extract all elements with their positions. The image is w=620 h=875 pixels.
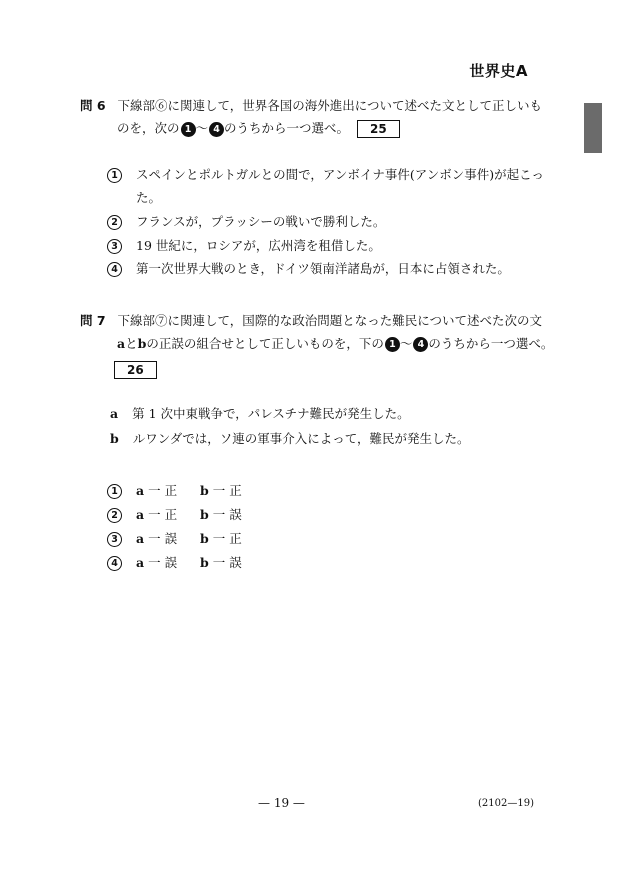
q6-range-end-marker: 4 bbox=[209, 122, 224, 137]
q6-label: 問 6 bbox=[80, 98, 106, 113]
q6-option-4-text: 第一次世界大戦のとき，ドイツ領南洋諸島が，日本に占領された。 bbox=[136, 261, 510, 276]
exam-code: (2102—19) bbox=[478, 798, 534, 809]
q7-text-2-mid: の正誤の組合せとして正しいものを，下の bbox=[146, 336, 384, 351]
q7-option-2-marker: 2 bbox=[107, 508, 122, 523]
q7-option-3-b-label: b bbox=[200, 531, 209, 546]
q7-option-1-a-value: 一 正 bbox=[148, 483, 178, 498]
q6-option-2-text: フランスが，プラッシーの戦いで勝利した。 bbox=[136, 214, 386, 229]
q6-option-1-marker: 1 bbox=[107, 168, 122, 183]
q7-statement-b bbox=[110, 431, 470, 447]
q7-line-2 bbox=[117, 336, 553, 352]
q6-option-3 bbox=[107, 238, 381, 254]
q7-option-3-b-value: 一 正 bbox=[212, 531, 242, 546]
q7-option-3 bbox=[107, 531, 242, 547]
q7-statement-b-label: b bbox=[110, 431, 119, 446]
q7-text-1: 下線部⑦に関連して，国際的な政治問題となった難民について述べた次の文 bbox=[117, 313, 543, 328]
q7-option-1-marker: 1 bbox=[107, 484, 122, 499]
q7-option-3-marker: 3 bbox=[107, 532, 122, 547]
q7-option-2 bbox=[107, 507, 242, 523]
q7-option-1-a-label: a bbox=[136, 483, 145, 498]
q7-option-4-marker: 4 bbox=[107, 556, 122, 571]
q6-option-1-text: スペインとポルトガルとの間で，アンボイナ事件(アンボン事件)が起こっ bbox=[136, 167, 544, 182]
q6-option-1 bbox=[107, 167, 544, 183]
q7-option-3-a-label: a bbox=[136, 531, 145, 546]
q7-option-3-a-value: 一 誤 bbox=[148, 531, 178, 546]
q7-statement-b-ref: b bbox=[137, 336, 147, 351]
q6-text-1: 下線部⑥に関連して，世界各国の海外進出について述べた文として正しいも bbox=[117, 98, 543, 113]
q7-option-4-b-label: b bbox=[200, 555, 209, 570]
q7-answer-box: 26 bbox=[114, 361, 157, 379]
q7-option-1-b-value: 一 正 bbox=[212, 483, 242, 498]
q7-option-1 bbox=[107, 483, 242, 499]
q6-text-2-post: のうちから一つ選べ。 bbox=[224, 120, 350, 136]
q6-text-2-pre: のを，次の bbox=[117, 120, 180, 136]
q7-option-2-b-label: b bbox=[200, 507, 209, 522]
q6-line-1 bbox=[80, 98, 542, 114]
q7-statement-a-label: a bbox=[110, 406, 119, 421]
q6-option-2-marker: 2 bbox=[107, 215, 122, 230]
q7-option-4 bbox=[107, 555, 242, 571]
q7-statement-a bbox=[110, 406, 410, 422]
q6-range-sep: ～ bbox=[195, 120, 209, 136]
q7-statement-b-text: ルワンダでは，ソ連の軍事介入によって，難民が発生した。 bbox=[132, 431, 470, 446]
q6-range-start-marker: 1 bbox=[181, 122, 196, 137]
q6-option-1-continuation: た。 bbox=[136, 190, 162, 205]
q7-range-sep: ～ bbox=[399, 336, 413, 351]
q7-option-4-a-label: a bbox=[136, 555, 145, 570]
q7-range-end-marker: 4 bbox=[413, 337, 428, 352]
q6-answer-box: 25 bbox=[357, 120, 400, 138]
q6-option-4 bbox=[107, 261, 510, 277]
q7-option-2-a-value: 一 正 bbox=[148, 507, 178, 522]
subject-title: 世界史A bbox=[469, 62, 528, 80]
q7-option-2-b-value: 一 誤 bbox=[212, 507, 242, 522]
q7-answer-box-row bbox=[114, 359, 157, 379]
q6-option-4-marker: 4 bbox=[107, 262, 122, 277]
q6-option-2 bbox=[107, 214, 385, 230]
q6-option-3-text: 19 世紀に，ロシアが，広州湾を租借した。 bbox=[136, 238, 381, 253]
q7-option-4-b-value: 一 誤 bbox=[212, 555, 242, 570]
q7-option-2-a-label: a bbox=[136, 507, 145, 522]
q7-and: と bbox=[125, 336, 138, 351]
q7-option-4-a-value: 一 誤 bbox=[148, 555, 178, 570]
q7-range-start-marker: 1 bbox=[385, 337, 400, 352]
q7-statement-a-text: 第 1 次中東戦争で，パレスチナ難民が発生した。 bbox=[132, 406, 410, 421]
q7-option-1-b-label: b bbox=[200, 483, 209, 498]
q7-text-2-post: のうちから一つ選べ。 bbox=[428, 336, 554, 351]
q7-statement-a-ref: a bbox=[117, 336, 126, 351]
q7-label: 問 7 bbox=[80, 313, 106, 328]
q6-line-2 bbox=[117, 120, 400, 138]
page-number: — 19 — bbox=[258, 796, 305, 810]
q7-line-1 bbox=[80, 313, 542, 329]
section-tab-marker bbox=[584, 103, 602, 153]
q6-option-3-marker: 3 bbox=[107, 239, 122, 254]
